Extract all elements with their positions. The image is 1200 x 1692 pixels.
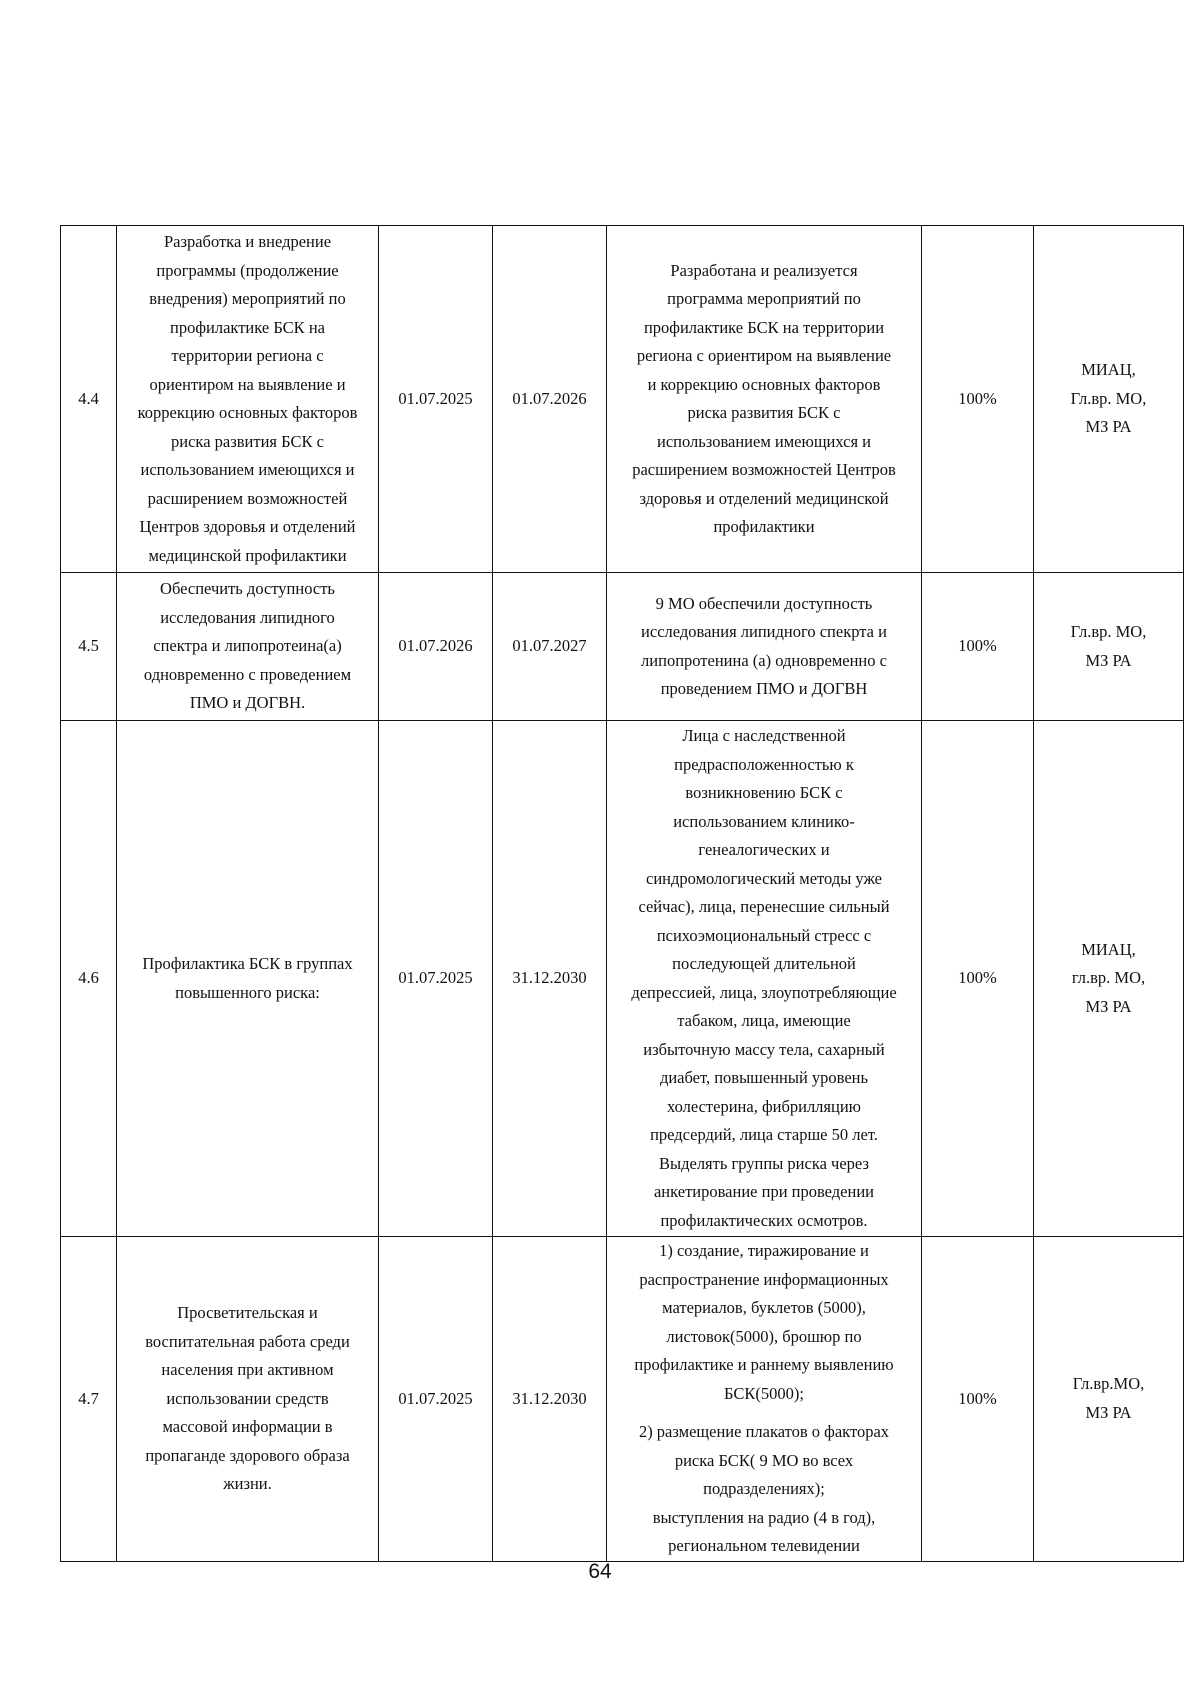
table-row [61, 721, 1184, 1237]
end-date-cell: 31.12.2030 [493, 1237, 607, 1562]
measure-cell [117, 226, 379, 573]
percent-cell: 100% [922, 721, 1034, 1237]
measure-text: Просветительская и воспитательная работа среди населения при активном использовании средств массовой информации в пропаганде здорового образа жизни. [145, 1303, 350, 1493]
end-date-cell: 31.12.2030 [493, 721, 607, 1237]
result-text: 9 МО обеспечили доступность исследования липидного спекрта и липопротенина (а) одновременно с проведением ПМО и ДОГВН [641, 593, 887, 698]
responsible-text: Гл.вр. МО, МЗ РА [1070, 622, 1147, 670]
row-number: 4.6 [61, 721, 117, 1237]
percent-cell: 100% [922, 226, 1034, 573]
table-row [61, 573, 1184, 721]
measure-cell [117, 721, 379, 1237]
measure-text: Разработка и внедрение программы (продолжение внедрения) мероприятий по профилактике БСК на территории региона с ориентиром на выявление и коррекцию основных факторов риска развития БСК с использованием имеющихся и расширением возможностей Центров здоровья и отделений медицинской профилактики [137, 232, 358, 565]
result-item: 1) создание, тиражирование и распространение информационных материалов, буклетов (5000), листовок(5000), брошюр по профилактике и раннему выявлению БСК(5000); [634, 1241, 894, 1403]
result-cell [607, 1237, 922, 1562]
end-date-cell: 01.07.2027 [493, 573, 607, 721]
result-text: Лица с наследственной предрасположенностью к возникновению БСК с использованием клинико- генеалогических и синдромологический методы уже сейчас), лица, перенесшие сильный психоэмоциональный стресс с последующей длительной депрессией, лица, злоупотребляющие табаком, лица, имеющие избыточную массу тела, сахарный диабет, повышенный уровень холестерина, фибрилляцию предсердий, лица старше 50 лет. Выделять группы риска через анкетирование при проведении профилактических осмотров. [631, 726, 897, 1230]
result-text: Разработана и реализуется программа мероприятий по профилактике БСК на территории региона с ориентиром на выявление и коррекцию основных факторов риска развития БСК с использованием имеющихся и расширением возможностей Центров здоровья и отделений медицинской профилактики [632, 260, 896, 536]
page-number: 64 [588, 1560, 612, 1583]
responsible-cell [1034, 573, 1184, 721]
start-date-cell: 01.07.2025 [379, 1237, 493, 1562]
responsible-cell [1034, 721, 1184, 1237]
percent-cell: 100% [922, 573, 1034, 721]
measure-text: Обеспечить доступность исследования липидного спектра и липопротеина(а) одновременно с проведением ПМО и ДОГВН. [143, 579, 352, 713]
responsible-text: МИАЦ, гл.вр. МО, МЗ РА [1071, 939, 1146, 1016]
row-number: 4.5 [61, 573, 117, 721]
table-row [61, 226, 1184, 573]
result-cell [607, 226, 922, 573]
start-date-cell: 01.07.2026 [379, 573, 493, 721]
percent-cell: 100% [922, 1237, 1034, 1562]
responsible-text: МИАЦ, Гл.вр. МО, МЗ РА [1070, 360, 1147, 437]
measure-cell [117, 1237, 379, 1562]
result-list [611, 1237, 917, 1561]
result-cell [607, 721, 922, 1237]
row-number: 4.7 [61, 1237, 117, 1562]
responsible-text: Гл.вр.МО, МЗ РА [1072, 1374, 1145, 1422]
row-number: 4.4 [61, 226, 117, 573]
start-date-cell: 01.07.2025 [379, 226, 493, 573]
responsible-cell [1034, 1237, 1184, 1562]
measures-table [60, 225, 1184, 1562]
measure-cell [117, 573, 379, 721]
result-cell [607, 573, 922, 721]
measure-text: Профилактика БСК в группах повышенного риска: [142, 954, 353, 1002]
result-item: 2) размещение плакатов о факторах риска БСК( 9 МО во всех подразделениях); выступления на радио (4 в год), региональном телевидении [638, 1422, 890, 1555]
end-date-cell: 01.07.2026 [493, 226, 607, 573]
start-date-cell: 01.07.2025 [379, 721, 493, 1237]
responsible-cell [1034, 226, 1184, 573]
table-row [61, 1237, 1184, 1562]
